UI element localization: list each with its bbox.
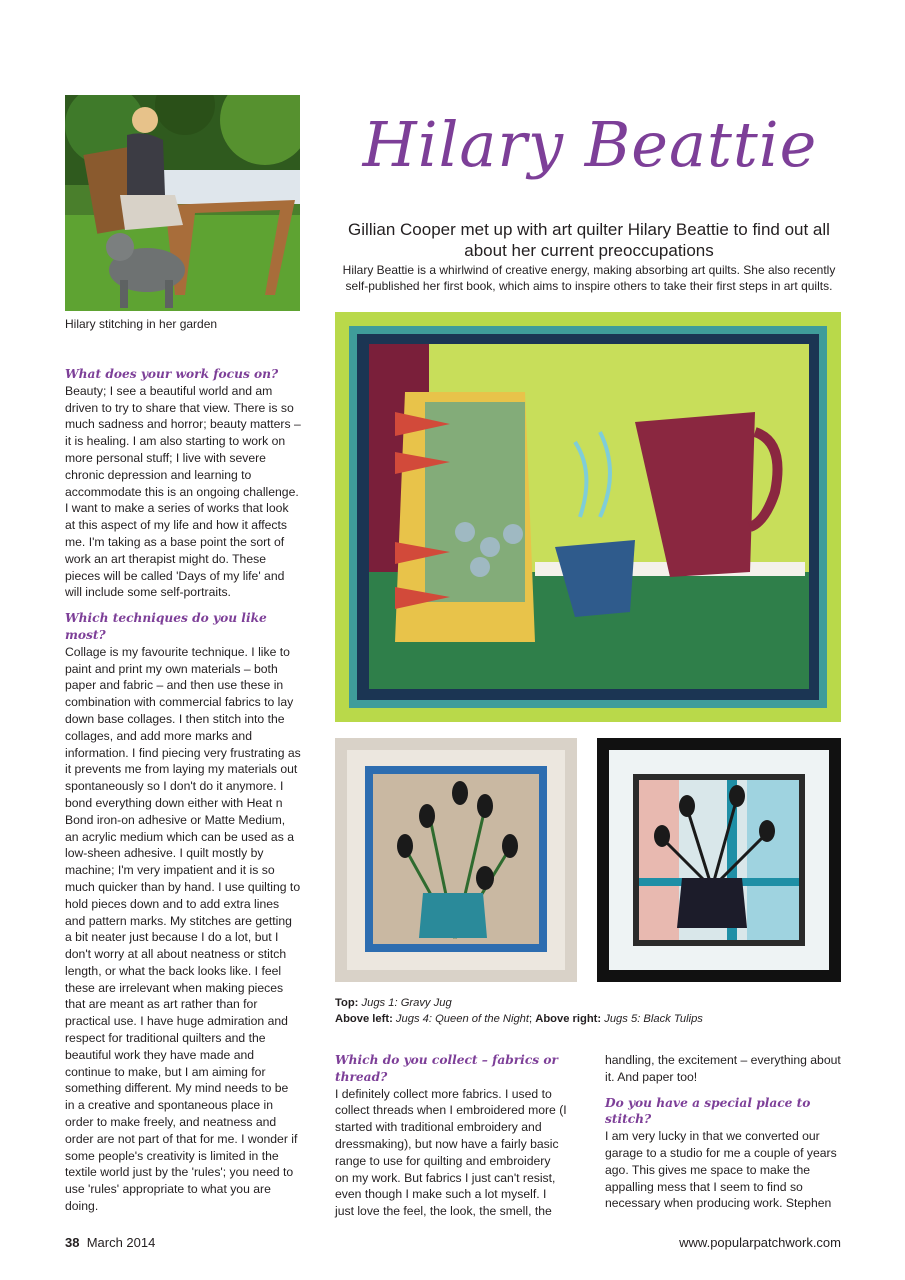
intro-paragraph: Hilary Beattie is a whirlwind of creative energy, making absorbing art quilts. She also recently self-published her first book, which aims to inspire others to take their first steps in art quilts. xyxy=(342,263,836,293)
quilt-queen-of-the-night-image xyxy=(335,738,577,982)
answer-text: Collage is my favourite technique. I like to paint and print my own materials – both paper and fabric – and then use these in combination with commercial fabrics to lay down base collages. I then stitch into the collages, and add more marks and information. I find piecing very frustrating as it prevents me from laying my materials out spontaneously so I don't do it anymore. I bond everything down either with Heat n Bond iron-on adhesive or Matte Medium, an acrylic medium which can be used as a low-sheen adhesive. I quilt mostly by machine; I'm very impatient and it is so much quicker than by hand. I use quilting to hold pieces down and to add extra lines and pattern marks. My stitches are getting a bit neater just because I do a lot, but I don't worry at all about neatness or stitch length, or what the back looks like. I feel these are irrelevant when making pieces that are meant as art rather than for practical use. I have huge admiration and respect for traditional quilters and the beautiful work they have made and continue to make, but I am aiming for something different. My mind needs to be in a creative and spontaneous place in order to make freely, and neatness and order are not part of that for me. I wonder if some people's creativity is limited in the textile world just by the 'rules'; you need to use 'rules' appropriate to what you are doing. xyxy=(65,644,301,1214)
photo-caption: Hilary stitching in her garden xyxy=(65,317,218,331)
page-footer-left xyxy=(65,1235,155,1250)
middle-column xyxy=(335,1052,567,1220)
standfirst: Gillian Cooper met up with art quilter Hilary Beattie to find out all about her current preoccupations xyxy=(348,220,830,260)
question-heading: Do you have a special place to stitch? xyxy=(605,1095,811,1127)
issue-date: March 2014 xyxy=(86,1235,156,1250)
question-heading: Which do you collect – fabrics or thread? xyxy=(335,1053,558,1084)
caption-title: Jugs 1: Gravy Jug xyxy=(361,997,452,1009)
figure-caption xyxy=(335,995,845,1027)
caption-title: Jugs 4: Queen of the Night xyxy=(395,1013,530,1025)
left-column xyxy=(65,366,301,1215)
website-url: www.popularpatchwork.com xyxy=(679,1235,841,1250)
caption-label: Above right: xyxy=(535,1013,602,1025)
caption-label: Above left: xyxy=(335,1013,393,1025)
question-heading: Which techniques do you like most? xyxy=(65,611,267,642)
hilary-garden-photo xyxy=(65,95,300,311)
quilt-gravy-jug-image xyxy=(335,312,841,722)
page-number: 38 xyxy=(65,1235,80,1250)
answer-text: I definitely collect more fabrics. I used to collect threads when I embroidered more (I started with traditional embroidery and dressmaking), but now have a fairly basic range to use for quilting and embroidery on my work. But fabrics I just can't resist, even though I make such a lot myself. I just love the feel, the look, the smell, the xyxy=(335,1086,567,1219)
answer-text: handling, the excitement – everything about it. And paper too! xyxy=(605,1053,841,1084)
caption-label: Top: xyxy=(335,997,359,1009)
answer-text: I am very lucky in that we converted our garage to a studio for me a couple of years ago. This gives me space to make the appalling mess that I seem to find so necessary when producing work. Stephen xyxy=(605,1129,837,1211)
right-column xyxy=(605,1052,843,1212)
article-title: Hilary Beattie xyxy=(362,108,818,181)
caption-separator: ; xyxy=(529,1013,533,1025)
question-heading: What does your work focus on? xyxy=(65,367,279,381)
caption-title: Jugs 5: Black Tulips xyxy=(604,1013,703,1025)
quilt-black-tulips-image xyxy=(597,738,841,982)
answer-text: Beauty; I see a beautiful world and am driven to try to share that view. There is so much sadness and horror; beauty matters – it is healing. I am also starting to work on more personal stuff; I live with severe chronic depression and learning to accommodate this is an ongoing challenge. I want to make a series of works that look at this aspect of my life and how it affects me. I'm taking as a base point the sort of work an art therapist might do. These pieces will be called 'Days of my life' and will include some self-portraits. xyxy=(65,383,301,600)
